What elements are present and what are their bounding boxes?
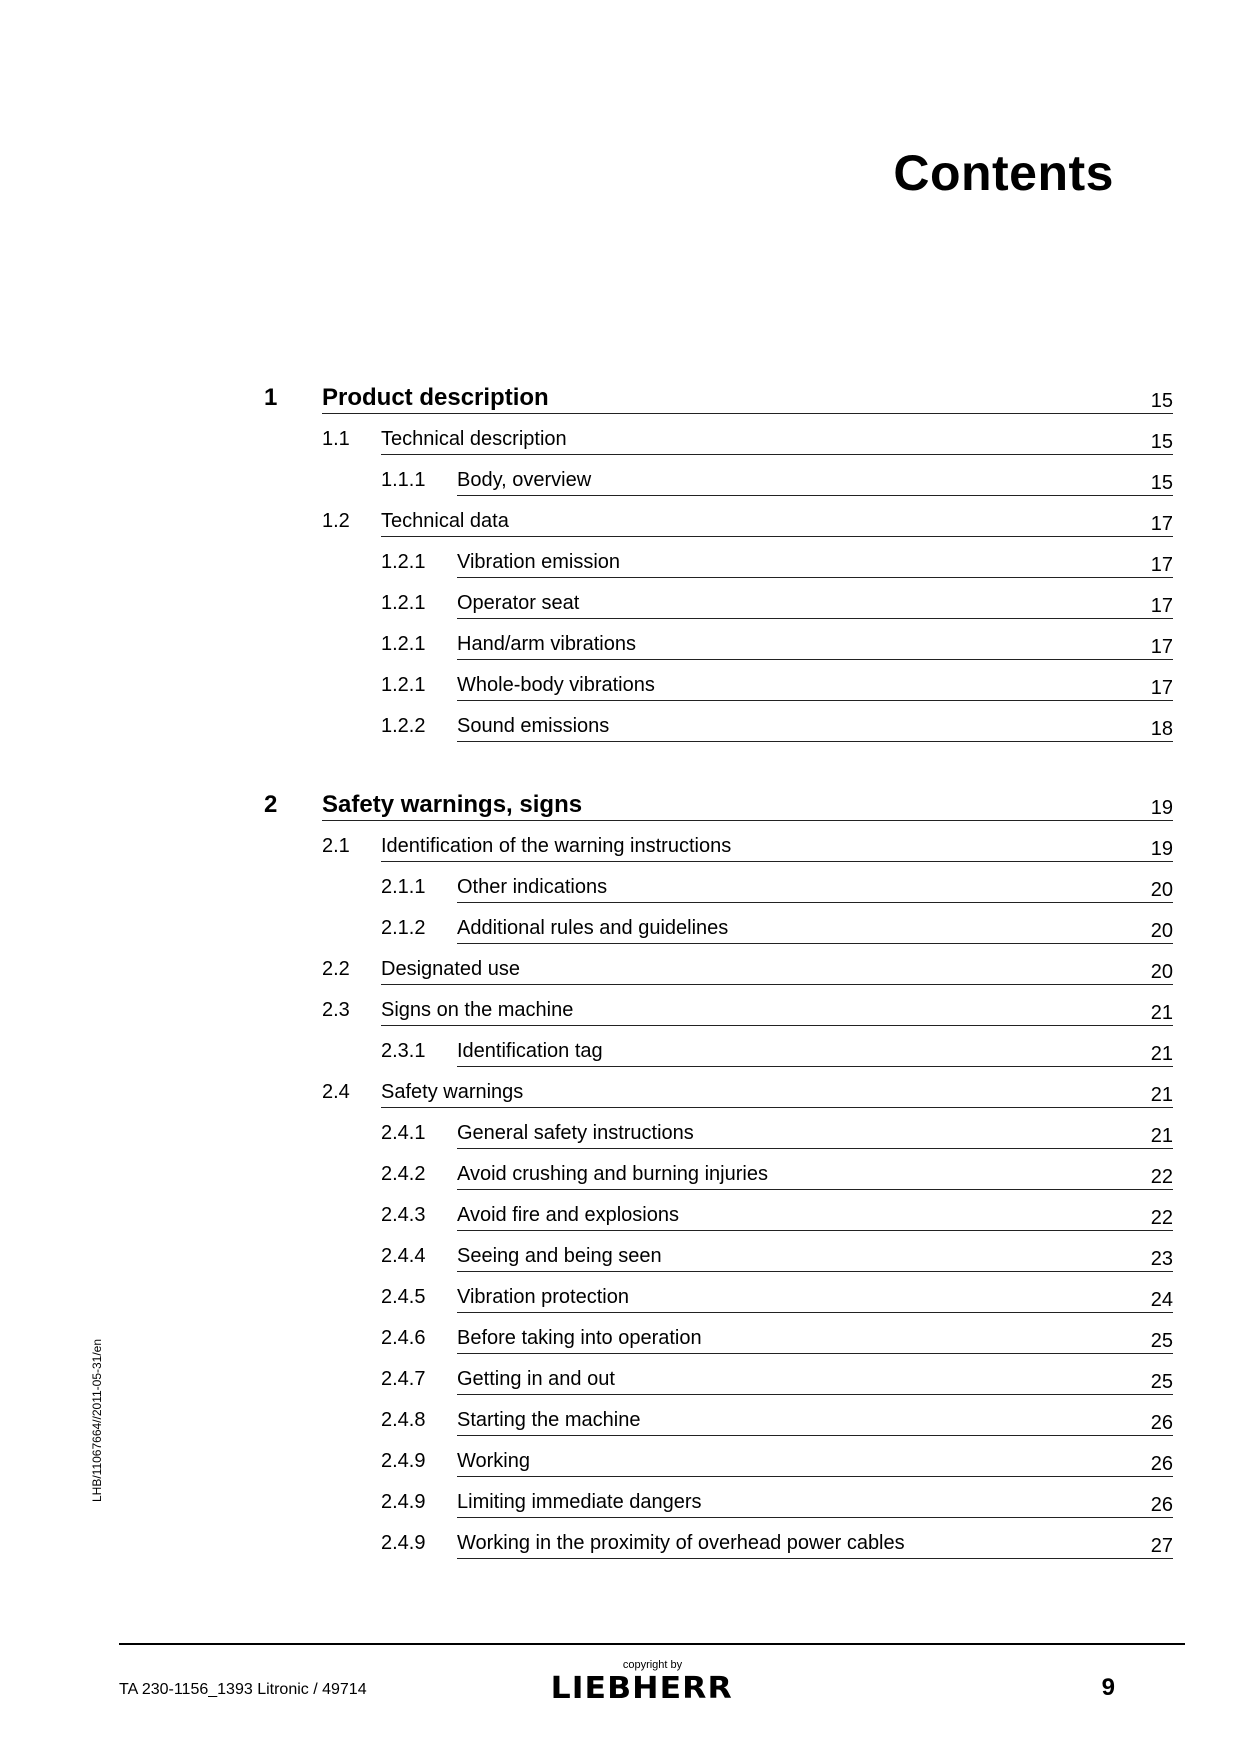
toc-entry-number: 1.2 [322,510,350,532]
toc-entry-page: 17 [1150,595,1173,617]
toc-entry-rule [457,1230,1173,1231]
toc-entry-title[interactable]: Safety warnings, signs [322,791,583,818]
toc-entry-page: 15 [1150,431,1173,453]
toc-entry-title[interactable]: Working in the proximity of overhead power cables [457,1532,905,1554]
toc-entry-rule [457,902,1173,903]
toc-entry[interactable] [0,1406,1241,1436]
toc-entry-number: 1.2.1 [381,592,426,614]
toc-entry-title[interactable]: Operator seat [457,592,580,614]
toc-entry-number: 1.1.1 [381,469,426,491]
toc-entry-number: 2.1.1 [381,876,426,898]
toc-entry-page: 26 [1150,1453,1173,1475]
toc-entry-number: 2.4.6 [381,1327,426,1349]
toc-entry-title[interactable]: General safety instructions [457,1122,694,1144]
toc-entry[interactable] [0,466,1241,496]
toc-entry-page: 22 [1150,1166,1173,1188]
liebherr-logo: LIEBHERR [550,1671,733,1706]
toc-entry-rule [322,820,1173,821]
toc-entry-page: 23 [1150,1248,1173,1270]
toc-entry-title[interactable]: Working [457,1450,530,1472]
toc-entry-title[interactable]: Safety warnings [381,1081,524,1103]
toc-entry-rule [457,618,1173,619]
toc-entry[interactable] [0,1324,1241,1354]
toc-entry-number: 2.4.9 [381,1450,426,1472]
copyright-text: copyright by [622,1659,683,1671]
toc-entry-page: 17 [1150,513,1173,535]
toc-entry-rule [457,1394,1173,1395]
toc-entry[interactable] [0,1283,1241,1313]
toc-entry-page: 27 [1150,1535,1173,1557]
toc-entry-rule [457,1435,1173,1436]
toc-entry-number: 2.4.9 [381,1491,426,1513]
page-number: 9 [1101,1674,1115,1701]
toc-entry-number: 2.4.8 [381,1409,426,1431]
toc-entry-title[interactable]: Additional rules and guidelines [457,917,729,939]
toc-entry-rule [381,536,1173,537]
toc-entry-page: 18 [1150,718,1173,740]
toc-entry-title[interactable]: Avoid fire and explosions [457,1204,679,1226]
toc-entry-number: 1.2.2 [381,715,426,737]
toc-entry[interactable] [0,1078,1241,1108]
page-title: Contents [893,145,1114,201]
toc-entry-title[interactable]: Sound emissions [457,715,610,737]
toc-entry[interactable] [0,914,1241,944]
toc-entry[interactable] [0,1529,1241,1559]
toc-entry-rule [457,1517,1173,1518]
toc-entry-page: 17 [1150,677,1173,699]
document-code: LHB/11067664//2011-05-31/en [90,1338,104,1502]
toc-entry-rule [457,1066,1173,1067]
toc-entry-title[interactable]: Vibration emission [457,551,621,573]
toc-entry-title[interactable]: Signs on the machine [381,999,574,1021]
toc-entry-number: 2.4.7 [381,1368,426,1390]
toc-entry-number: 2.3.1 [381,1040,426,1062]
toc-entry[interactable] [0,1201,1241,1231]
toc-entry-page: 24 [1150,1289,1173,1311]
toc-entry-title[interactable]: Technical data [381,510,509,532]
toc-entry-rule [381,1107,1173,1108]
toc-entry-title[interactable]: Whole-body vibrations [457,674,655,696]
toc-entry-page: 21 [1150,1002,1173,1024]
toc-entry-number: 1.1 [322,428,350,450]
toc-entry-rule [457,1476,1173,1477]
toc-entry-title[interactable]: Seeing and being seen [457,1245,662,1267]
toc-entry-title[interactable]: Identification of the warning instructions [381,835,732,857]
toc-entry[interactable] [0,1365,1241,1395]
toc-entry-title[interactable]: Technical description [381,428,567,450]
toc-entry[interactable] [0,507,1241,537]
toc-entry-rule [457,1558,1173,1559]
toc-entry-rule [457,495,1173,496]
toc-entry-rule [457,741,1173,742]
toc-entry-number: 2.4.1 [381,1122,426,1144]
toc-entry-page: 25 [1150,1330,1173,1352]
toc-entry-rule [322,413,1173,414]
toc-entry-rule [457,943,1173,944]
toc-entry-title[interactable]: Avoid crushing and burning injuries [457,1163,768,1185]
toc-entry-rule [457,659,1173,660]
toc-entry[interactable] [0,384,1241,414]
toc-entry-number: 2.1 [322,835,350,857]
toc-entry-title[interactable]: Hand/arm vibrations [457,633,636,655]
toc-entry-page: 20 [1150,879,1173,901]
toc-entry[interactable] [0,712,1241,742]
toc-entry-title[interactable]: Getting in and out [457,1368,615,1390]
toc-entry-number: 2.2 [322,958,350,980]
toc-entry[interactable] [0,1037,1241,1067]
toc-entry-title[interactable]: Vibration protection [457,1286,629,1308]
toc-entry[interactable] [0,1160,1241,1190]
toc-entry-rule [381,454,1173,455]
toc-entry-number: 2.4.4 [381,1245,426,1267]
toc-entry-title[interactable]: Starting the machine [457,1409,641,1431]
toc-entry-rule [457,577,1173,578]
toc-entry-rule [457,1312,1173,1313]
toc-entry-number: 2 [264,791,278,818]
toc-entry[interactable] [0,1488,1241,1518]
toc-entry-rule [381,984,1173,985]
toc-entry-number: 2.4.5 [381,1286,426,1308]
toc-entry-rule [381,861,1173,862]
toc-entry-title[interactable]: Limiting immediate dangers [457,1491,702,1513]
toc-entry-title[interactable]: Other indications [457,876,608,898]
toc-entry-number: 2.4 [322,1081,350,1103]
toc-entry-page: 19 [1150,838,1173,860]
toc-entry[interactable] [0,589,1241,619]
toc-entry-title[interactable]: Designated use [381,958,520,980]
toc-entry-number: 2.4.3 [381,1204,426,1226]
toc-entry-page: 20 [1150,920,1173,942]
toc-entry[interactable] [0,630,1241,660]
toc-entry-rule [381,1025,1173,1026]
toc-entry-rule [457,700,1173,701]
footer-document-id: TA 230-1156_1393 Litronic / 49714 [119,1681,367,1698]
toc-entry[interactable] [0,955,1241,985]
toc-entry-rule [457,1353,1173,1354]
toc-entry[interactable] [0,425,1241,455]
toc-entry-number: 1.2.1 [381,633,426,655]
toc-entry-number: 2.3 [322,999,350,1021]
toc-entry[interactable] [0,996,1241,1026]
toc-entry[interactable] [0,873,1241,903]
toc-entry[interactable] [0,791,1241,821]
toc-entry[interactable] [0,1242,1241,1272]
toc-entry-page: 19 [1150,797,1173,819]
toc-entry-page: 15 [1150,472,1173,494]
footer-divider [119,1643,1185,1645]
toc-entry-page: 21 [1150,1043,1173,1065]
toc-entry-page: 26 [1150,1412,1173,1434]
toc-entry-number: 2.1.2 [381,917,426,939]
toc-entry-page: 17 [1150,554,1173,576]
toc-entry-page: 20 [1150,961,1173,983]
toc-entry-number: 1.2.1 [381,674,426,696]
toc-entry[interactable] [0,548,1241,578]
toc-entry-number: 1 [264,384,278,411]
toc-entry[interactable] [0,1119,1241,1149]
toc-entry-title[interactable]: Body, overview [457,469,592,491]
toc-entry-title[interactable]: Identification tag [457,1040,603,1062]
toc-entry-rule [457,1189,1173,1190]
toc-entry[interactable] [0,1447,1241,1477]
toc-entry[interactable] [0,832,1241,862]
toc-entry-page: 21 [1150,1084,1173,1106]
toc-entry-number: 2.4.9 [381,1532,426,1554]
toc-entry-page: 22 [1150,1207,1173,1229]
toc-entry-page: 17 [1150,636,1173,658]
toc-entry-page: 25 [1150,1371,1173,1393]
toc-entry-title[interactable]: Before taking into operation [457,1327,702,1349]
toc-entry-rule [457,1271,1173,1272]
toc-entry-rule [457,1148,1173,1149]
toc-entry-number: 2.4.2 [381,1163,426,1185]
toc-entry-page: 15 [1150,390,1173,412]
toc-entry-page: 21 [1150,1125,1173,1147]
toc-entry[interactable] [0,671,1241,701]
toc-entry-page: 26 [1150,1494,1173,1516]
toc-entry-number: 1.2.1 [381,551,426,573]
toc-entry-title[interactable]: Product description [322,384,549,411]
